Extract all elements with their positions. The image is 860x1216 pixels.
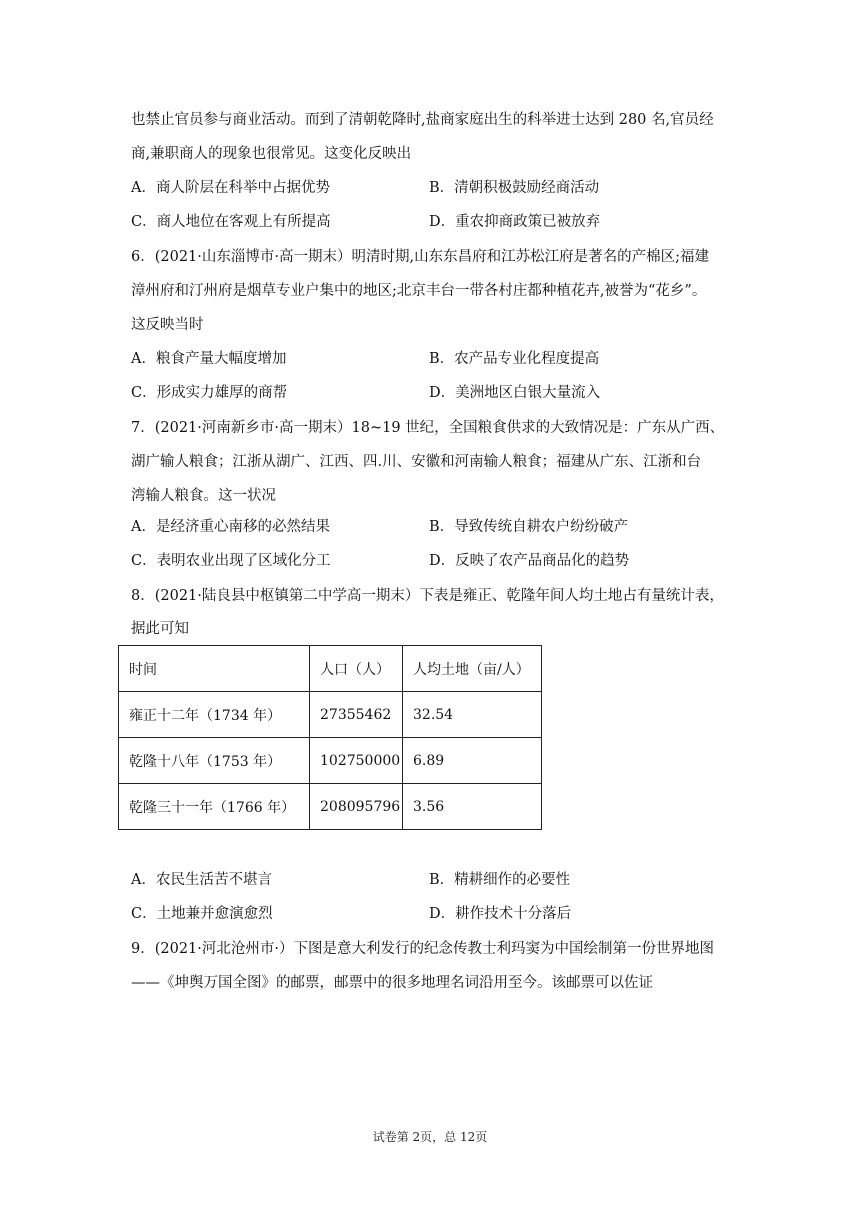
q9-stem-line-2: ——《坤舆万国全图》的邮票，邮票中的很多地理名词沿用至今。该邮票可以佐证 <box>131 975 653 991</box>
table-cell: 208095796 <box>310 784 403 830</box>
q7-stem-line-3: 湾输人粮食。这一状况 <box>131 488 276 504</box>
q7-option-c[interactable]: C．表明农业出现了区域化分工 <box>131 553 331 569</box>
q8-stem-line-1: 8．(2021·陆良县中枢镇第二中学高一期末）下表是雍正、乾隆年间人均土地占有量统计表， <box>131 588 724 604</box>
table-cell: 雍正十二年（1734 年） <box>119 692 310 738</box>
table-cell: 乾隆十八年（1753 年） <box>119 738 310 784</box>
q6-stem-line-1: 6．(2021·山东淄博市·高一期末）明清时期,山东东昌府和江苏松江府是著名的产棉区;福建 <box>131 249 709 265</box>
header-time: 时间 <box>119 646 310 692</box>
table-cell: 6.89 <box>403 738 542 784</box>
table-row <box>119 784 542 830</box>
q5-option-d[interactable]: D．重农抑商政策已被放弃 <box>429 214 601 230</box>
table-cell: 32.54 <box>403 692 542 738</box>
table-cell: 102750000 <box>310 738 403 784</box>
q9-stem-line-1: 9．(2021·河北沧州市·）下图是意大利发行的纪念传教士利玛窦为中国绘制第一份世界地图 <box>131 941 714 957</box>
q6-stem-line-3: 这反映当时 <box>131 317 204 333</box>
q6-option-a[interactable]: A．粮食产量大幅度增加 <box>131 351 287 367</box>
q8-stem-line-2: 据此可知 <box>131 621 189 637</box>
q7-option-d[interactable]: D．反映了农产品商品化的趋势 <box>429 553 630 569</box>
table-cell: 3.56 <box>403 784 542 830</box>
q7-stem-line-2: 湖广输人粮食；江浙从湖广、江西、四.川、安徽和河南输人粮食；福建从广东、江浙和台 <box>131 454 702 470</box>
q5-stem-line-2: 商,兼职商人的现象也很常见。这变化反映出 <box>131 146 412 162</box>
header-land-per-capita: 人均土地（亩/人） <box>403 646 542 692</box>
q8-option-c[interactable]: C．土地兼并愈演愈烈 <box>131 906 273 922</box>
q8-option-d[interactable]: D．耕作技术十分落后 <box>429 906 572 922</box>
q5-option-a[interactable]: A．商人阶层在科举中占据优势 <box>131 180 330 196</box>
land-statistics-table <box>118 645 542 830</box>
q5-stem-line-1: 也禁止官员参与商业活动。而到了清朝乾降时,盐商家庭出生的科举进士达到 280 名,官员经 <box>131 112 714 128</box>
q5-option-c[interactable]: C．商人地位在客观上有所提高 <box>131 214 331 230</box>
q6-option-d[interactable]: D．美洲地区白银大量流入 <box>429 385 601 401</box>
q7-option-a[interactable]: A．是经济重心南移的必然结果 <box>131 519 330 535</box>
q7-option-b[interactable]: B．导致传统自耕农户纷纷破产 <box>429 519 629 535</box>
q7-stem-line-1: 7．(2021·河南新乡市·高一期末）18~19 世纪，全国粮食供求的大致情况是：广东从广西、 <box>131 420 725 436</box>
table-header-row <box>119 646 542 692</box>
table-row <box>119 738 542 784</box>
q5-option-b[interactable]: B．清朝积极鼓励经商活动 <box>429 180 600 196</box>
table-cell: 27355462 <box>310 692 403 738</box>
q6-option-c[interactable]: C．形成实力雄厚的商帮 <box>131 385 288 401</box>
page-footer: 试卷第 2页，总 12页 <box>372 1130 488 1144</box>
table-row <box>119 692 542 738</box>
q6-stem-line-2: 漳州府和汀州府是烟草专业户集中的地区;北京丰台一带各村庄都种植花卉,被誉为“花乡”。 <box>131 283 707 299</box>
q8-option-b[interactable]: B．精耕细作的必要性 <box>429 872 571 888</box>
q8-option-a[interactable]: A．农民生活苦不堪言 <box>131 872 272 888</box>
q6-option-b[interactable]: B．农产品专业化程度提高 <box>429 351 600 367</box>
header-population: 人口（人） <box>310 646 403 692</box>
table-cell: 乾隆三十一年（1766 年） <box>119 784 310 830</box>
